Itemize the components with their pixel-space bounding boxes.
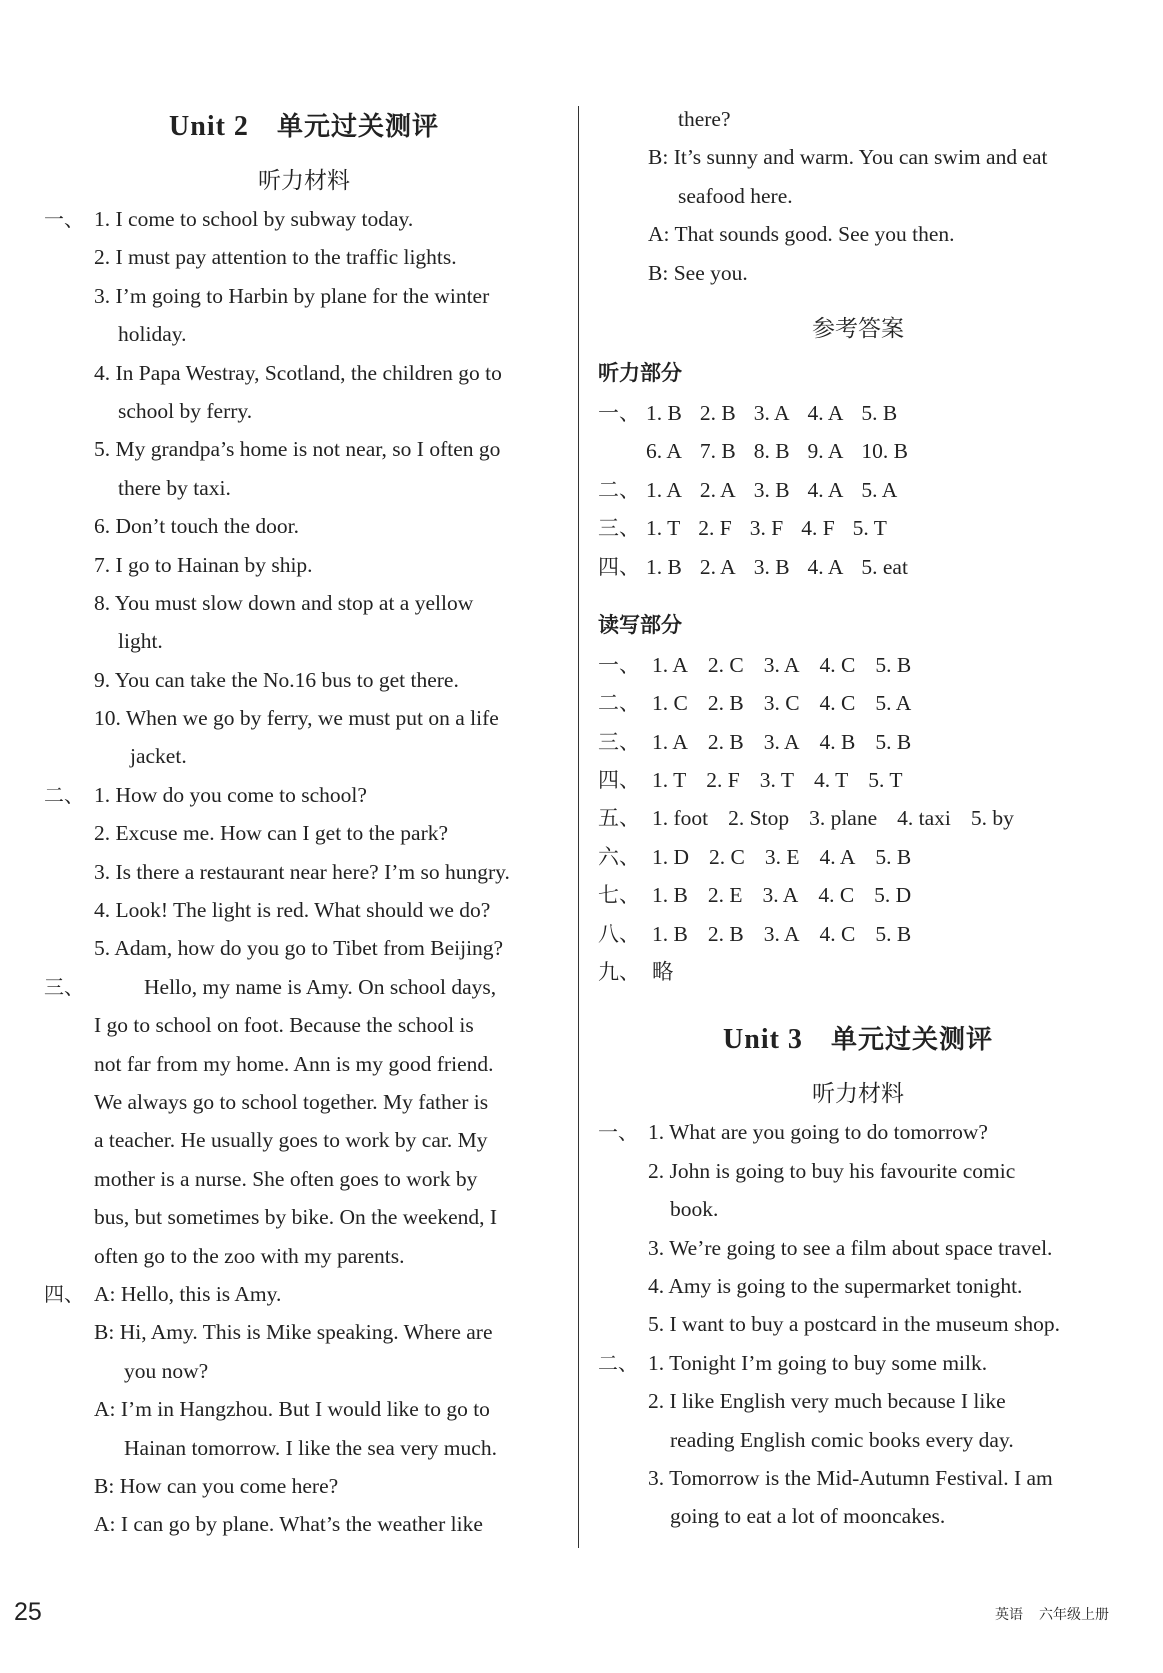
answer-item: 5. B: [861, 400, 898, 425]
text-line: 3. Tomorrow is the Mid-Autumn Festival. I am: [648, 1465, 1053, 1490]
answer-item: 1. T: [652, 768, 687, 793]
section-marker: 二、: [44, 782, 84, 807]
text-line: 7. I go to Hainan by ship.: [94, 552, 313, 577]
answer-item: 8. B: [753, 439, 790, 464]
text-line: B: It’s sunny and warm. You can swim and eat: [648, 145, 1048, 170]
answer-item: 4. A: [807, 554, 844, 579]
answer-row: [598, 646, 1118, 684]
reading-answers: [598, 646, 1118, 992]
text-line: 一、 1. I come to school by subway today.: [44, 200, 564, 238]
answer-item: 5. by: [970, 806, 1014, 831]
answer-item: 1. B: [652, 883, 688, 908]
answer-item: 5. B: [875, 652, 912, 677]
answer-item: 5. B: [875, 729, 912, 754]
answer-item: 2. F: [706, 768, 740, 793]
answer-item: 3. B: [753, 554, 790, 579]
answer-item: 3. T: [759, 768, 794, 793]
answer-item: 5. A: [875, 691, 912, 716]
text-line: 5. I want to buy a postcard in the museum shop.: [648, 1312, 1061, 1337]
unit2-title-en: Unit 2: [169, 111, 249, 142]
answer-item: 1. C: [652, 691, 688, 716]
section-marker: 三、: [44, 974, 84, 999]
text-line: 四、 A: Hello, this is Amy.: [44, 1275, 564, 1313]
section-marker: 二、: [598, 1350, 638, 1375]
answer-item: 1. foot: [652, 806, 709, 831]
reading-part-heading: 读写部分: [598, 612, 682, 637]
text-line: not far from my home. Ann is my good friend.: [94, 1051, 494, 1076]
unit3-title-en: Unit 3: [723, 1024, 803, 1056]
text-line: holiday.: [118, 322, 187, 347]
text-line: 2. Excuse me. How can I get to the park?: [94, 821, 449, 846]
answer-item: 3. A: [763, 921, 800, 946]
text-line: Hainan tomorrow. I like the sea very much.: [124, 1435, 497, 1460]
section-marker: 四、: [598, 768, 640, 793]
text-line: 3. We’re going to see a film about space travel.: [648, 1235, 1053, 1260]
answer-item: 5. B: [875, 921, 912, 946]
answer-item: 1. B: [652, 921, 688, 946]
answer-item: 1. A: [646, 477, 682, 502]
answer-item: 4. C: [819, 652, 856, 677]
answer-item: 10. B: [861, 439, 908, 464]
answer-item: 4. A: [807, 477, 844, 502]
text-line: school by ferry.: [118, 398, 253, 423]
answer-item: 3. A: [762, 883, 799, 908]
unit3-title-zh: 单元过关测评: [830, 1025, 993, 1056]
section-marker: 七、: [598, 883, 640, 908]
answer-item: 5. D: [874, 883, 912, 908]
answer-item: 4. B: [819, 729, 856, 754]
right-column: [598, 100, 1118, 1536]
unit2-title: [44, 100, 564, 154]
answer-item: 5. A: [861, 477, 898, 502]
answer-item: 3. A: [753, 400, 790, 425]
answer-item: 2. B: [707, 691, 744, 716]
text-line: 5. Adam, how do you go to Tibet from Beijing?: [94, 936, 504, 961]
text-line: 3. Is there a restaurant near here? I’m so hungry.: [94, 859, 510, 884]
text-line: 10. When we go by ferry, we must put on a life: [94, 706, 499, 731]
text-line: A: I’m in Hangzhou. But I would like to go to: [94, 1397, 490, 1422]
page-footer: [995, 1604, 1109, 1624]
text-line: 2. John is going to buy his favourite comic: [648, 1158, 1016, 1183]
section-marker: 五、: [598, 806, 640, 831]
column-divider: [578, 106, 579, 1548]
section-marker: 八、: [598, 921, 640, 946]
section-marker: 六、: [598, 844, 640, 869]
answer-item: 4. A: [819, 844, 856, 869]
answer-item: 4. F: [801, 516, 835, 541]
answer-item: 5. eat: [861, 554, 908, 579]
text-line: 6. Don’t touch the door.: [94, 514, 300, 539]
text-line: 4. Amy is going to the supermarket tonight.: [648, 1273, 1023, 1298]
section-marker: 九、: [598, 960, 640, 985]
answer-item: 4. T: [813, 768, 849, 793]
answer-item: 4. C: [819, 921, 856, 946]
answer-row: [598, 548, 1118, 586]
section-marker: 一、: [598, 400, 640, 425]
answer-item: 1. T: [646, 516, 681, 541]
answer-item: 3. F: [749, 516, 784, 541]
answer-row: [598, 761, 1118, 799]
section-marker: 三、: [598, 516, 640, 541]
section-marker: 一、: [598, 652, 640, 677]
answer-item: 3. E: [764, 844, 800, 869]
text-line: book.: [670, 1197, 719, 1222]
text-line: seafood here.: [678, 183, 793, 208]
text-line: 2. I like English very much because I like: [648, 1389, 1006, 1414]
answer-item: 2. B: [707, 921, 744, 946]
text-line: often go to the zoo with my parents.: [94, 1243, 405, 1268]
answer-item: 4. C: [819, 691, 856, 716]
answer-row: [598, 432, 1118, 470]
answer-item: 1. A: [652, 652, 688, 677]
answer-row: [598, 838, 1118, 876]
answer-item: 4. taxi: [897, 806, 951, 831]
text-line: A: That sounds good. See you then.: [648, 222, 955, 247]
text-line: B: Hi, Amy. This is Mike speaking. Where are: [94, 1320, 493, 1345]
answer-item: 4. C: [818, 883, 855, 908]
listening-answers: [598, 394, 1118, 586]
answer-row: [598, 876, 1118, 914]
answer-row: [598, 509, 1118, 547]
answer-item: 5. B: [875, 844, 912, 869]
answer-item: 9. A: [807, 439, 844, 464]
section-marker: 四、: [598, 554, 640, 579]
answer-item: 5. T: [868, 768, 903, 793]
text-line: 8. You must slow down and stop at a yellow: [94, 590, 474, 615]
text-line: light.: [118, 629, 163, 654]
answer-item: 1. A: [652, 729, 688, 754]
text-line: a teacher. He usually goes to work by car. My: [94, 1128, 488, 1153]
unit3-listening-title: 听力材料: [812, 1081, 904, 1108]
text-line: going to eat a lot of mooncakes.: [670, 1504, 946, 1529]
left-column: [44, 100, 564, 1544]
unit2-listening-title: 听力材料: [258, 168, 350, 194]
text-line: B: How can you come here?: [94, 1473, 339, 1498]
section-marker: 二、: [598, 477, 640, 502]
text-line: there?: [678, 107, 731, 131]
answer-item: 7. B: [699, 439, 736, 464]
section-marker: 二、: [598, 691, 640, 716]
answer-item: 2. C: [709, 844, 745, 869]
listening-part-heading: 听力部分: [598, 360, 682, 385]
text-line: 二、 1. Tonight I’m going to buy some milk.: [598, 1344, 1118, 1382]
answer-row: [598, 723, 1118, 761]
text-line: We always go to school together. My father is: [94, 1089, 489, 1114]
answer-item: 3. A: [763, 729, 800, 754]
text-line: I go to school on foot. Because the school is: [94, 1013, 474, 1038]
text-line: 2. I must pay attention to the traffic lights.: [94, 245, 457, 270]
unit3-title: [598, 1013, 1118, 1067]
section-marker: 四、: [44, 1281, 84, 1306]
text-line: jacket.: [130, 744, 187, 769]
unit2-title-zh: 单元过关测评: [276, 112, 439, 142]
text-line: 5. My grandpa’s home is not near, so I often go: [94, 437, 501, 462]
text-line: mother is a nurse. She often goes to work by: [94, 1166, 478, 1191]
answer-row: [598, 684, 1118, 722]
answer-row: [598, 799, 1118, 837]
answers-title: 参考答案: [812, 315, 904, 342]
answer-item: 1. B: [646, 554, 682, 579]
answer-item: 3. plane: [809, 806, 878, 831]
text-line: you now?: [124, 1358, 209, 1383]
answer-row: [598, 915, 1118, 953]
answer-item: 6. A: [646, 439, 682, 464]
answer-item: 3. C: [763, 691, 800, 716]
answer-item: 2. F: [698, 516, 732, 541]
answer-item: 2. A: [699, 554, 736, 579]
text-line: B: See you.: [648, 260, 748, 285]
answer-item: 5. T: [852, 516, 887, 541]
answer-item: 2. B: [707, 729, 744, 754]
section-marker: 一、: [598, 1120, 638, 1145]
answer-row: [598, 394, 1118, 432]
answer-item: 3. A: [763, 652, 800, 677]
answer-row: [598, 953, 1118, 991]
answer-item: 2. E: [707, 883, 743, 908]
text-line: 4. Look! The light is red. What should we do?: [94, 898, 491, 923]
answer-row: [598, 471, 1118, 509]
answer-item: 略: [652, 960, 674, 985]
text-line: 一、 1. What are you going to do tomorrow?: [598, 1113, 1118, 1151]
answer-item: 2. Stop: [728, 806, 790, 831]
text-line: 三、 Hello, my name is Amy. On school days,: [44, 968, 564, 1006]
text-line: 4. In Papa Westray, Scotland, the children go to: [94, 360, 502, 385]
text-line: 9. You can take the No.16 bus to get there.: [94, 667, 459, 692]
answer-item: 4. A: [807, 400, 844, 425]
answer-item: 2. B: [699, 400, 736, 425]
answer-item: 2. A: [699, 477, 736, 502]
footer-grade: 六年级上册: [1039, 1607, 1109, 1623]
text-line: there by taxi.: [118, 475, 231, 500]
answer-item: 3. B: [753, 477, 790, 502]
section-marker: 三、: [598, 729, 640, 754]
text-line: reading English comic books every day.: [670, 1427, 1014, 1452]
footer-subject: 英语: [995, 1607, 1023, 1623]
answer-item: 1. D: [652, 844, 690, 869]
page-number: 25: [14, 1598, 42, 1626]
text-line: bus, but sometimes by bike. On the weekend, I: [94, 1205, 498, 1230]
text-line: A: I can go by plane. What’s the weather like: [94, 1512, 483, 1537]
answer-item: 1. B: [646, 400, 682, 425]
section-marker: 一、: [44, 207, 84, 231]
text-line: 3. I’m going to Harbin by plane for the winter: [94, 283, 490, 308]
text-line: 二、 1. How do you come to school?: [44, 776, 564, 814]
answer-item: 2. C: [707, 652, 744, 677]
